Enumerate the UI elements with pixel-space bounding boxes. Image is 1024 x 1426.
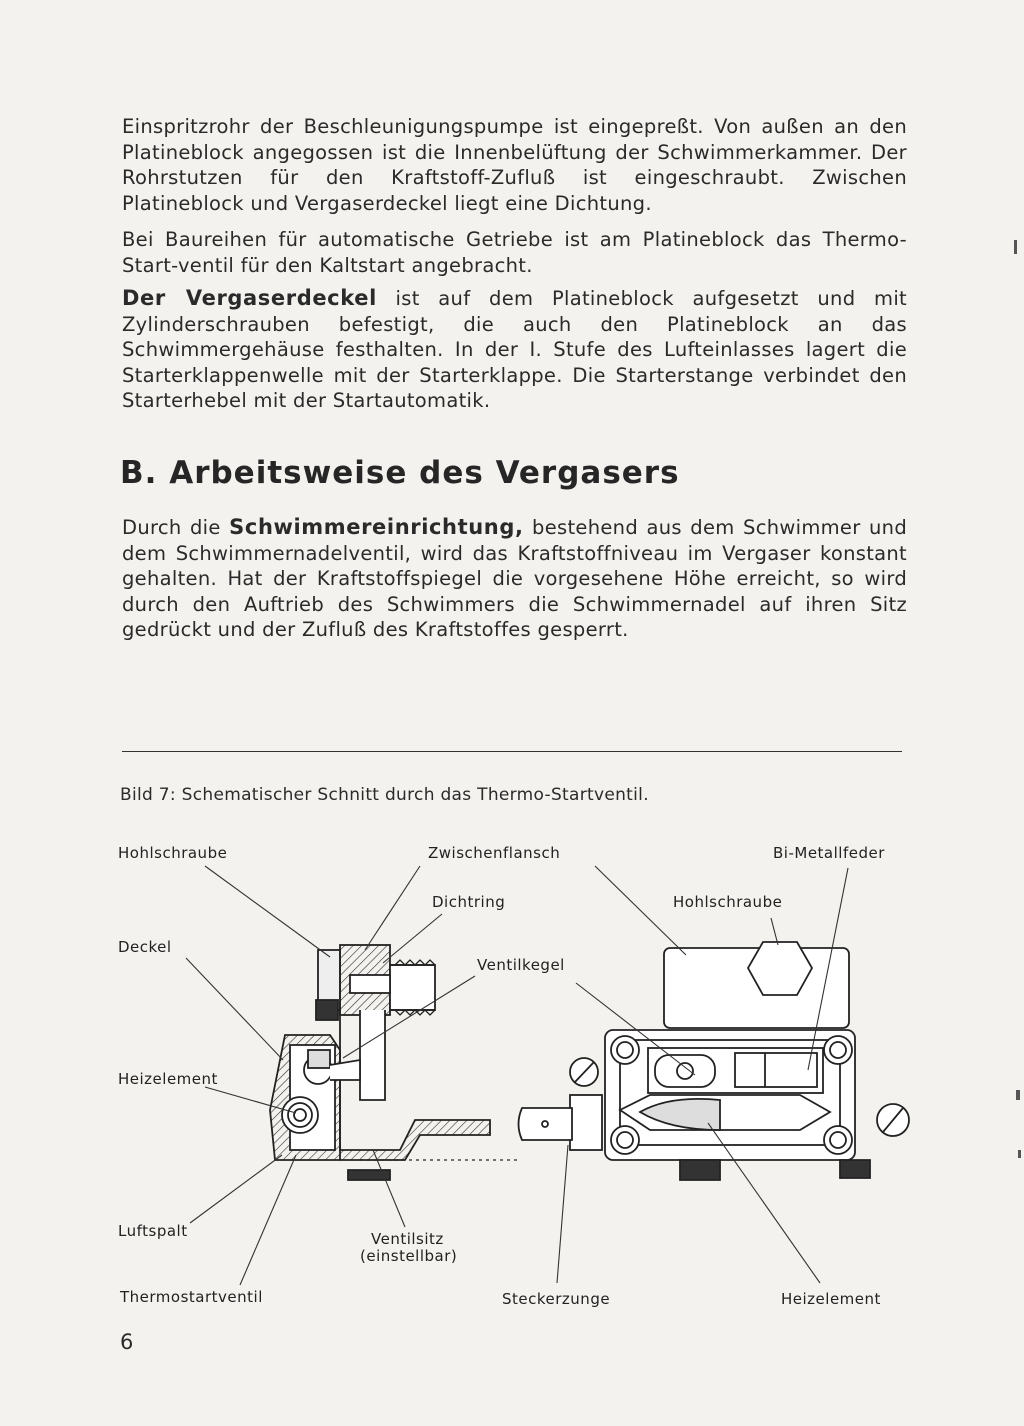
label-deckel: Deckel (118, 938, 172, 956)
paragraph-platineblock (122, 114, 907, 216)
paragraph-bold-term: Der Vergaserdeckel (122, 286, 377, 310)
paragraph-text: ist auf dem Platineblock aufgesetzt und mit Zylinderschrauben befestigt, die auch den Platineblock an das Schwimmergehäuse festhalten. In der I. Stufe des Lufteinlasses lagert die Starterklappenwelle mit der Starterklappe. Die Starterstange verbindet den Starterhebel mit der Startautomatik. (122, 287, 907, 412)
figure-caption: Bild 7: Schematischer Schnitt durch das Thermo-Startventil. (120, 785, 649, 805)
horizontal-rule (122, 751, 902, 752)
label-luftspalt: Luftspalt (118, 1222, 188, 1240)
label-ventilsitz: Ventilsitz (371, 1230, 444, 1248)
label-heizelement-right: Heizelement (781, 1290, 881, 1308)
paragraph-text: Einspritzrohr der Beschleunigungspumpe ist eingepreßt. Von außen an den Platineblock angegossen ist die Innenbelüftung der Schwimmerkammer. Der Rohrstutzen für den Kraftstoff-Zufluß ist eingeschraubt. Zwischen Platineblock und Vergaserdeckel liegt eine Dichtung. (122, 115, 907, 215)
hohlschraube-hex (748, 942, 812, 995)
paragraph-text: Durch die (122, 516, 230, 539)
scan-mark (1014, 240, 1017, 254)
page-number: 6 (120, 1330, 134, 1354)
section-heading: B. Arbeitsweise des Vergasers (120, 455, 680, 491)
threaded-fitting (390, 965, 435, 1010)
paragraph-text: bestehend aus dem Schwimmer und dem Schwimmernadelventil, wird das Kraftstoffniveau im Vergaser konstant gehalten. Hat der Kraftstoffspiegel die vorgesehene Höhe erreicht, so wird durch den Auftrieb des Schwimmers die Schwimmernadel auf ihren Sitz gedrückt und der Zufluß des Kraftstoffes gesperrt. (122, 516, 908, 641)
paragraph-bold-term: Schwimmereinrichtung, (229, 515, 524, 539)
steckerzunge-tab (519, 1108, 573, 1140)
label-dichtring: Dichtring (432, 893, 506, 911)
label-zwischenflansch: Zwischenflansch (428, 844, 561, 862)
paragraph-vergaserdeckel (122, 286, 907, 414)
scan-mark (1016, 1090, 1020, 1100)
label-heizelement-left: Heizelement (118, 1070, 218, 1088)
label-ventilsitz-einstellbar: (einstellbar) (360, 1247, 458, 1265)
label-bimetallfeder: Bi-Metallfeder (773, 844, 885, 862)
paragraph-schwimmereinrichtung (122, 515, 907, 643)
label-hohlschraube-left: Hohlschraube (118, 844, 228, 862)
paragraph-thermo-start (122, 227, 907, 278)
scan-mark (1018, 1150, 1021, 1158)
label-ventilkegel: Ventilkegel (477, 956, 565, 974)
paragraph-text: Bei Baureihen für automatische Getriebe ist am Platineblock das Thermo-Start-ventil für den Kaltstart angebracht. (122, 228, 907, 277)
label-hohlschraube-right: Hohlschraube (673, 893, 783, 911)
label-thermostartventil: Thermostartventil (120, 1288, 263, 1306)
label-steckerzunge: Steckerzunge (502, 1290, 611, 1308)
